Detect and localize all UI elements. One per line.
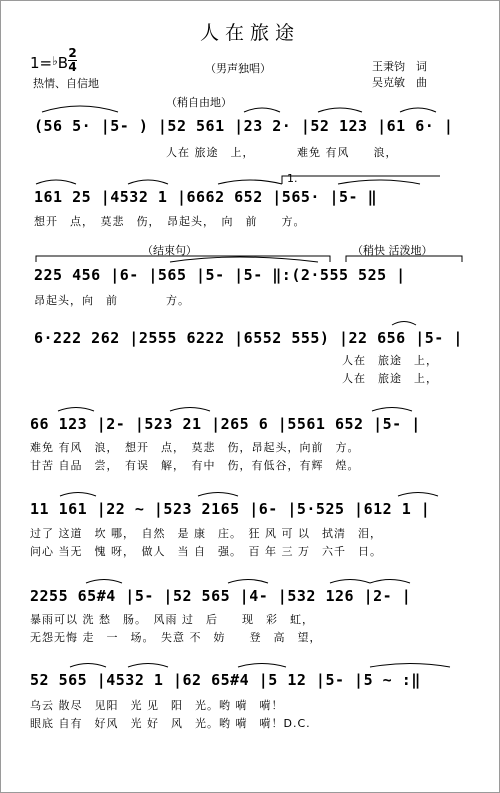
lyrics-row-7b: 无怨无悔 走 一 场。 失意 不 妨 登 高 望， [30, 631, 322, 644]
score-row-6: 11 161 |22 ~ |523 2165 |6- |5·525 |612 1 | [30, 500, 431, 518]
score-row-8: 52 565 |4532 1 |62 65#4 |5 12 |5- |5 ~ :‖ [30, 671, 421, 689]
time-top: 2 [68, 46, 77, 60]
score-row-2: 161 25 |4532 1 |6662 652 |565· |5- ‖ [34, 188, 378, 206]
ending-mark: （结束句） [142, 244, 197, 257]
lyrics-row-1: 人在 旅途 上， 难免 有风 浪， [166, 146, 398, 159]
score-row-5: 66 123 |2- |523 21 |265 6 |5561 652 |5- | [30, 415, 421, 433]
score-row-3: 225 456 |6- |565 |5- |5- ‖:(2·555 525 | [34, 266, 406, 284]
lyrics-row-4a: 人在 旅途 上， [342, 354, 438, 367]
lyrics-row-2: 想开 点， 莫悲 伤， 昂起头， 向 前 方。 [34, 215, 306, 228]
key-label: 1= [30, 54, 53, 72]
tempo-free-mark: （稍自由地） [166, 96, 232, 109]
lyrics-row-6a: 过了 这道 坎 哪， 自然 是 康 庄。 狂 风 可 以 拭清 泪， [30, 527, 382, 540]
singer-note: （男声独唱） [205, 62, 271, 75]
lyricist-credit: 王秉钧 词 [372, 60, 427, 73]
song-title: 人在旅途 [199, 22, 300, 44]
composer-credit: 吴克敏 曲 [372, 76, 427, 89]
time-signature [68, 48, 77, 73]
time-bottom: 4 [68, 60, 77, 74]
key-note: B [57, 54, 69, 72]
lyrics-row-5a: 难免 有风 浪， 想开 点， 莫悲 伤，昂起头，向前 方。 [30, 441, 360, 454]
volta-one: 1. [287, 172, 298, 185]
lively-mark: （稍快 活泼地） [352, 244, 433, 257]
lyrics-row-7a: 暴雨可以 洗 愁 肠。 风雨 过 后 现 彩 虹， [30, 613, 314, 626]
flat-sign: ♭ [52, 54, 58, 68]
score-row-7: 2255 65#4 |5- |52 565 |4- |532 126 |2- | [30, 587, 412, 605]
expression-mark: 热情、自信地 [33, 77, 99, 90]
lyrics-row-8a: 乌云 散尽 见阳 光 见 阳 光。哟 嗬 嗬！ [30, 699, 284, 712]
score-row-4: 6·222 262 |2555 6222 |6552 555) |22 656 |5- | [34, 329, 463, 347]
lyrics-row-4b: 人在 旅途 上， [342, 372, 438, 385]
lyrics-row-8b: 眼底 自有 好风 光 好 风 光。哟 嗬 嗬！D.C. [30, 717, 311, 730]
lyrics-row-3: 昂起头，向 前 方。 [34, 294, 190, 307]
key-signature [30, 54, 68, 72]
lyrics-row-6b: 问心 当无 愧 呀， 做人 当 自 强。 百 年 三 万 六千 日。 [30, 545, 382, 558]
lyrics-row-5b: 甘苦 自品 尝， 有误 解， 有中 伤，有低谷，有辉 煌。 [30, 459, 360, 472]
score-row-1: (56 5· |5- ) |52 561 |23 2· |52 123 |61 6· | [34, 117, 454, 135]
